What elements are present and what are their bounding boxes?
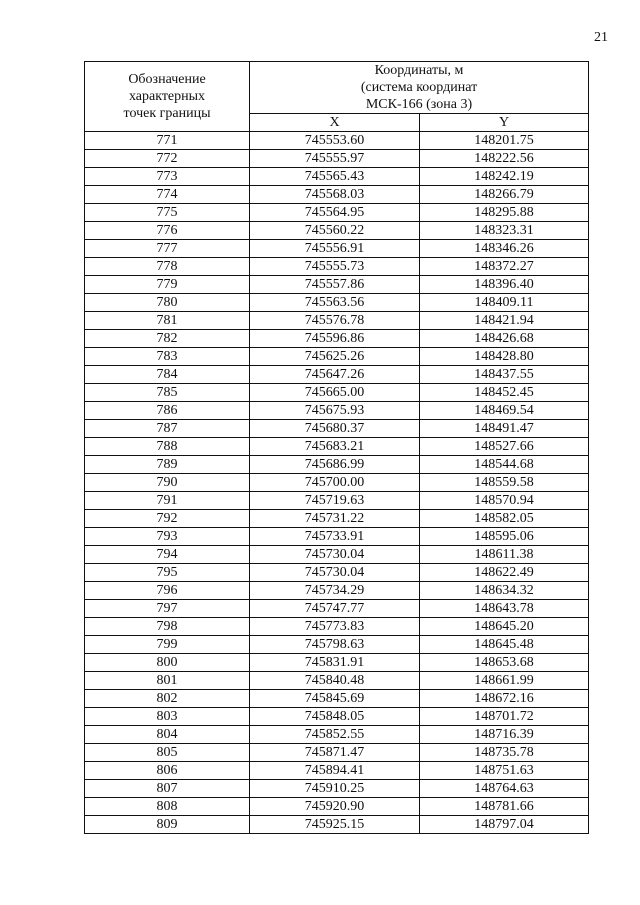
cell-x: 745625.26 xyxy=(250,348,420,366)
cell-x: 745831.91 xyxy=(250,654,420,672)
table-row xyxy=(85,690,589,708)
cell-point-id: 806 xyxy=(85,762,250,780)
cell-point-id: 793 xyxy=(85,528,250,546)
cell-point-id: 782 xyxy=(85,330,250,348)
table-row xyxy=(85,564,589,582)
table-body xyxy=(85,132,589,834)
table-row xyxy=(85,780,589,798)
table-row xyxy=(85,654,589,672)
cell-x: 745683.21 xyxy=(250,438,420,456)
table-row xyxy=(85,312,589,330)
table-row xyxy=(85,510,589,528)
table-row xyxy=(85,492,589,510)
cell-point-id: 797 xyxy=(85,600,250,618)
cell-point-id: 788 xyxy=(85,438,250,456)
cell-point-id: 779 xyxy=(85,276,250,294)
cell-point-id: 803 xyxy=(85,708,250,726)
cell-y: 148735.78 xyxy=(420,744,589,762)
table-row xyxy=(85,618,589,636)
cell-x: 745848.05 xyxy=(250,708,420,726)
cell-y: 148559.58 xyxy=(420,474,589,492)
cell-y: 148469.54 xyxy=(420,402,589,420)
cell-y: 148716.39 xyxy=(420,726,589,744)
cell-x: 745700.00 xyxy=(250,474,420,492)
cell-x: 745852.55 xyxy=(250,726,420,744)
cell-point-id: 777 xyxy=(85,240,250,258)
table-row xyxy=(85,456,589,474)
cell-y: 148421.94 xyxy=(420,312,589,330)
cell-x: 745680.37 xyxy=(250,420,420,438)
table-row xyxy=(85,546,589,564)
cell-point-id: 773 xyxy=(85,168,250,186)
cell-x: 745719.63 xyxy=(250,492,420,510)
table-row xyxy=(85,402,589,420)
cell-y: 148611.38 xyxy=(420,546,589,564)
cell-y: 148645.48 xyxy=(420,636,589,654)
cell-x: 745730.04 xyxy=(250,564,420,582)
header-y: Y xyxy=(420,114,589,132)
cell-y: 148396.40 xyxy=(420,276,589,294)
table-row xyxy=(85,528,589,546)
header-point-label: Обозначение характерных точек границы xyxy=(123,72,211,121)
cell-point-id: 808 xyxy=(85,798,250,816)
table-row xyxy=(85,600,589,618)
cell-x: 745675.93 xyxy=(250,402,420,420)
table-row xyxy=(85,384,589,402)
cell-x: 745798.63 xyxy=(250,636,420,654)
cell-x: 745840.48 xyxy=(250,672,420,690)
cell-x: 745730.04 xyxy=(250,546,420,564)
header-point-designation xyxy=(85,62,250,132)
cell-point-id: 774 xyxy=(85,186,250,204)
cell-point-id: 795 xyxy=(85,564,250,582)
cell-x: 745563.56 xyxy=(250,294,420,312)
cell-point-id: 778 xyxy=(85,258,250,276)
table-row xyxy=(85,240,589,258)
cell-x: 745747.77 xyxy=(250,600,420,618)
cell-point-id: 791 xyxy=(85,492,250,510)
cell-x: 745910.25 xyxy=(250,780,420,798)
cell-point-id: 781 xyxy=(85,312,250,330)
cell-y: 148672.16 xyxy=(420,690,589,708)
header-coordinates-label: Координаты, м (система координат МСК-166 (зона 3) xyxy=(360,63,478,112)
cell-point-id: 780 xyxy=(85,294,250,312)
cell-y: 148201.75 xyxy=(420,132,589,150)
table-row xyxy=(85,420,589,438)
coordinates-table xyxy=(84,61,589,834)
cell-y: 148527.66 xyxy=(420,438,589,456)
cell-x: 745925.15 xyxy=(250,816,420,834)
cell-x: 745564.95 xyxy=(250,204,420,222)
cell-point-id: 796 xyxy=(85,582,250,600)
cell-y: 148622.49 xyxy=(420,564,589,582)
cell-x: 745565.43 xyxy=(250,168,420,186)
cell-point-id: 783 xyxy=(85,348,250,366)
cell-x: 745845.69 xyxy=(250,690,420,708)
cell-y: 148701.72 xyxy=(420,708,589,726)
table-row xyxy=(85,348,589,366)
cell-y: 148452.45 xyxy=(420,384,589,402)
cell-x: 745665.00 xyxy=(250,384,420,402)
table-row xyxy=(85,330,589,348)
cell-y: 148491.47 xyxy=(420,420,589,438)
cell-point-id: 799 xyxy=(85,636,250,654)
table-row xyxy=(85,186,589,204)
cell-point-id: 775 xyxy=(85,204,250,222)
cell-point-id: 807 xyxy=(85,780,250,798)
table-row xyxy=(85,672,589,690)
cell-y: 148643.78 xyxy=(420,600,589,618)
table-row xyxy=(85,708,589,726)
cell-x: 745557.86 xyxy=(250,276,420,294)
table-row xyxy=(85,168,589,186)
cell-x: 745553.60 xyxy=(250,132,420,150)
cell-x: 745686.99 xyxy=(250,456,420,474)
cell-point-id: 772 xyxy=(85,150,250,168)
table-row xyxy=(85,798,589,816)
table-row xyxy=(85,366,589,384)
header-x: X xyxy=(250,114,420,132)
cell-x: 745647.26 xyxy=(250,366,420,384)
cell-point-id: 792 xyxy=(85,510,250,528)
cell-point-id: 802 xyxy=(85,690,250,708)
cell-point-id: 801 xyxy=(85,672,250,690)
cell-x: 745556.91 xyxy=(250,240,420,258)
cell-y: 148595.06 xyxy=(420,528,589,546)
cell-x: 745568.03 xyxy=(250,186,420,204)
cell-x: 745731.22 xyxy=(250,510,420,528)
cell-y: 148570.94 xyxy=(420,492,589,510)
cell-point-id: 804 xyxy=(85,726,250,744)
cell-point-id: 805 xyxy=(85,744,250,762)
cell-y: 148222.56 xyxy=(420,150,589,168)
cell-x: 745920.90 xyxy=(250,798,420,816)
table-row xyxy=(85,762,589,780)
cell-y: 148295.88 xyxy=(420,204,589,222)
cell-point-id: 776 xyxy=(85,222,250,240)
cell-y: 148426.68 xyxy=(420,330,589,348)
cell-y: 148582.05 xyxy=(420,510,589,528)
cell-point-id: 790 xyxy=(85,474,250,492)
cell-point-id: 794 xyxy=(85,546,250,564)
cell-y: 148544.68 xyxy=(420,456,589,474)
cell-point-id: 798 xyxy=(85,618,250,636)
cell-y: 148242.19 xyxy=(420,168,589,186)
cell-point-id: 786 xyxy=(85,402,250,420)
cell-point-id: 789 xyxy=(85,456,250,474)
table-row xyxy=(85,258,589,276)
cell-y: 148751.63 xyxy=(420,762,589,780)
cell-y: 148797.04 xyxy=(420,816,589,834)
cell-point-id: 800 xyxy=(85,654,250,672)
cell-y: 148661.99 xyxy=(420,672,589,690)
cell-x: 745894.41 xyxy=(250,762,420,780)
table-row xyxy=(85,582,589,600)
table-row xyxy=(85,438,589,456)
cell-y: 148653.68 xyxy=(420,654,589,672)
cell-x: 745576.78 xyxy=(250,312,420,330)
cell-point-id: 784 xyxy=(85,366,250,384)
table-row xyxy=(85,816,589,834)
table-header xyxy=(85,62,589,132)
page-number: 21 xyxy=(594,30,608,45)
cell-y: 148346.26 xyxy=(420,240,589,258)
cell-x: 745560.22 xyxy=(250,222,420,240)
cell-point-id: 809 xyxy=(85,816,250,834)
table-row xyxy=(85,132,589,150)
cell-y: 148323.31 xyxy=(420,222,589,240)
cell-y: 148266.79 xyxy=(420,186,589,204)
cell-y: 148781.66 xyxy=(420,798,589,816)
cell-x: 745871.47 xyxy=(250,744,420,762)
cell-x: 745734.29 xyxy=(250,582,420,600)
cell-x: 745555.73 xyxy=(250,258,420,276)
cell-point-id: 785 xyxy=(85,384,250,402)
cell-x: 745773.83 xyxy=(250,618,420,636)
table-row xyxy=(85,636,589,654)
table-row xyxy=(85,294,589,312)
cell-y: 148645.20 xyxy=(420,618,589,636)
table-row xyxy=(85,474,589,492)
cell-y: 148437.55 xyxy=(420,366,589,384)
cell-x: 745555.97 xyxy=(250,150,420,168)
cell-y: 148634.32 xyxy=(420,582,589,600)
table-row xyxy=(85,150,589,168)
cell-x: 745596.86 xyxy=(250,330,420,348)
table-row xyxy=(85,204,589,222)
cell-y: 148428.80 xyxy=(420,348,589,366)
table-row xyxy=(85,726,589,744)
cell-point-id: 771 xyxy=(85,132,250,150)
table-row xyxy=(85,276,589,294)
cell-y: 148409.11 xyxy=(420,294,589,312)
cell-y: 148372.27 xyxy=(420,258,589,276)
cell-point-id: 787 xyxy=(85,420,250,438)
table-row xyxy=(85,744,589,762)
cell-x: 745733.91 xyxy=(250,528,420,546)
cell-y: 148764.63 xyxy=(420,780,589,798)
header-coordinates xyxy=(250,62,589,114)
table-row xyxy=(85,222,589,240)
